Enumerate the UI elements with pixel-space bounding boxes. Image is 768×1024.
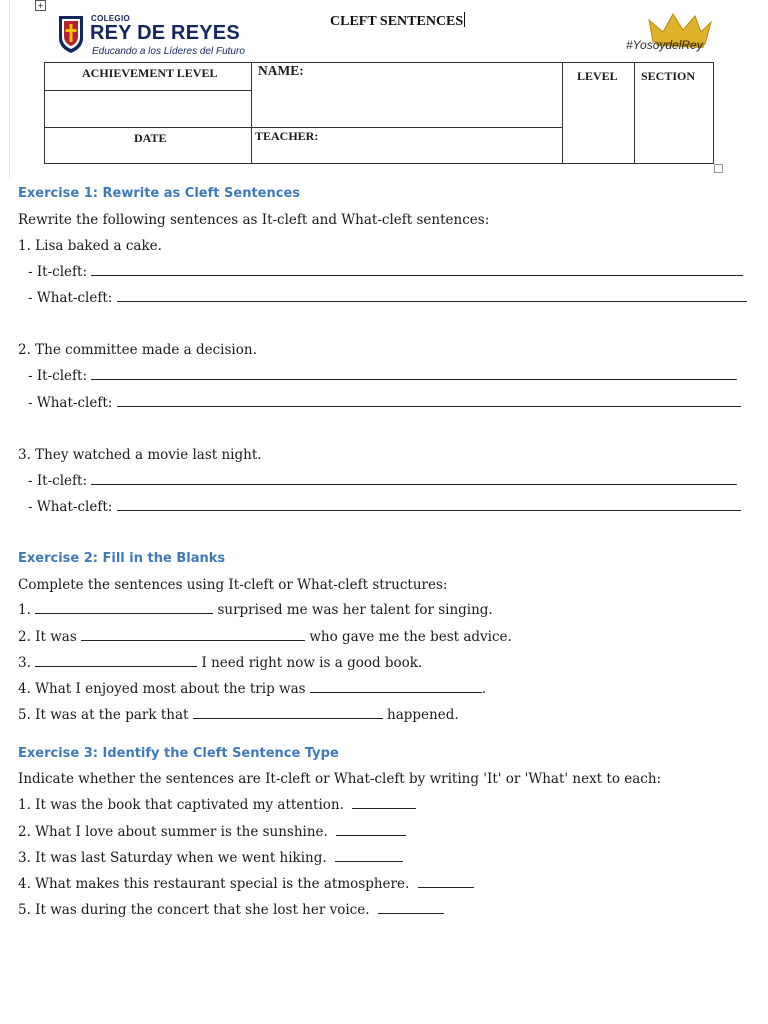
page-title[interactable]: CLEFT SENTENCES	[330, 14, 464, 29]
answer-blank[interactable]	[91, 368, 737, 380]
answer-blank[interactable]	[193, 707, 383, 719]
answer-blank[interactable]	[378, 902, 444, 914]
exercise3-title: Exercise 3: Identify the Cleft Sentence Type	[18, 746, 339, 761]
date-label: DATE	[134, 131, 167, 145]
answer-blank[interactable]	[35, 655, 197, 667]
exercise2-instruction: Complete the sentences using It-cleft or What-cleft structures:	[18, 577, 448, 593]
exercise3-item-1[interactable]: 1. It was the book that captivated my attention.	[18, 797, 416, 813]
hashtag-text: #YosoydelRey	[626, 38, 703, 52]
exercise2-item-5[interactable]: 5. It was at the park that happened.	[18, 707, 459, 723]
answer-blank[interactable]	[117, 499, 741, 511]
exercise3-item-5[interactable]: 5. It was during the concert that she lost her voice.	[18, 902, 444, 918]
exercise1-sentence-1: 1. Lisa baked a cake.	[18, 238, 162, 254]
shield-icon	[57, 14, 85, 54]
answer-blank[interactable]	[352, 797, 416, 809]
achievement-level-value-cell[interactable]	[44, 90, 252, 128]
level-label: LEVEL	[577, 69, 618, 83]
exercise1-it-cleft-1[interactable]: - It-cleft:	[28, 264, 743, 280]
exercise1-sentence-2: 2. The committee made a decision.	[18, 342, 257, 358]
logo-name: REY DE REYES	[90, 22, 240, 44]
answer-blank[interactable]	[117, 290, 747, 302]
answer-blank[interactable]	[35, 602, 213, 614]
page-margin-line	[9, 0, 10, 178]
exercise2-item-3[interactable]: 3. I need right now is a good book.	[18, 655, 423, 671]
exercise2-title: Exercise 2: Fill in the Blanks	[18, 551, 226, 566]
exercise1-it-cleft-2[interactable]: - It-cleft:	[28, 368, 737, 384]
exercise2-item-4[interactable]: 4. What I enjoyed most about the trip was .	[18, 681, 487, 697]
logo-motto: Educando a los Líderes del Futuro	[92, 46, 245, 57]
exercise3-item-2[interactable]: 2. What I love about summer is the sunshine.	[18, 824, 406, 840]
logo-small-text: COLEGIO	[91, 14, 130, 23]
section-label: SECTION	[641, 69, 696, 83]
exercise1-instruction: Rewrite the following sentences as It-cleft and What-cleft sentences:	[18, 212, 490, 228]
answer-blank[interactable]	[91, 473, 737, 485]
answer-blank[interactable]	[81, 629, 305, 641]
exercise1-what-cleft-1[interactable]: - What-cleft:	[28, 290, 747, 306]
answer-blank[interactable]	[336, 824, 406, 836]
answer-blank[interactable]	[91, 264, 743, 276]
school-logo	[57, 12, 245, 60]
exercise1-it-cleft-3[interactable]: - It-cleft:	[28, 473, 737, 489]
exercise1-what-cleft-2[interactable]: - What-cleft:	[28, 395, 741, 411]
answer-blank[interactable]	[418, 876, 474, 888]
text-cursor	[464, 12, 465, 27]
exercise2-item-2[interactable]: 2. It was who gave me the best advice.	[18, 629, 512, 645]
exercise1-title: Exercise 1: Rewrite as Cleft Sentences	[18, 186, 300, 201]
answer-blank[interactable]	[335, 850, 403, 862]
table-resize-handle[interactable]	[714, 164, 723, 173]
exercise3-item-4[interactable]: 4. What makes this restaurant special is the atmosphere.	[18, 876, 474, 892]
answer-blank[interactable]	[117, 395, 741, 407]
exercise3-instruction: Indicate whether the sentences are It-cleft or What-cleft by writing 'It' or 'What' next to each:	[18, 771, 662, 787]
exercise2-item-1[interactable]: 1. surprised me was her talent for singing.	[18, 602, 493, 618]
table-move-handle[interactable]: +	[35, 0, 46, 11]
exercise1-what-cleft-3[interactable]: - What-cleft:	[28, 499, 741, 515]
achievement-level-label: ACHIEVEMENT LEVEL	[82, 66, 218, 80]
name-label: NAME:	[258, 63, 304, 78]
answer-blank[interactable]	[310, 681, 482, 693]
exercise1-sentence-3: 3. They watched a movie last night.	[18, 447, 262, 463]
exercise3-item-3[interactable]: 3. It was last Saturday when we went hiking.	[18, 850, 403, 866]
teacher-label: TEACHER:	[255, 129, 319, 143]
student-info-table	[44, 62, 714, 164]
